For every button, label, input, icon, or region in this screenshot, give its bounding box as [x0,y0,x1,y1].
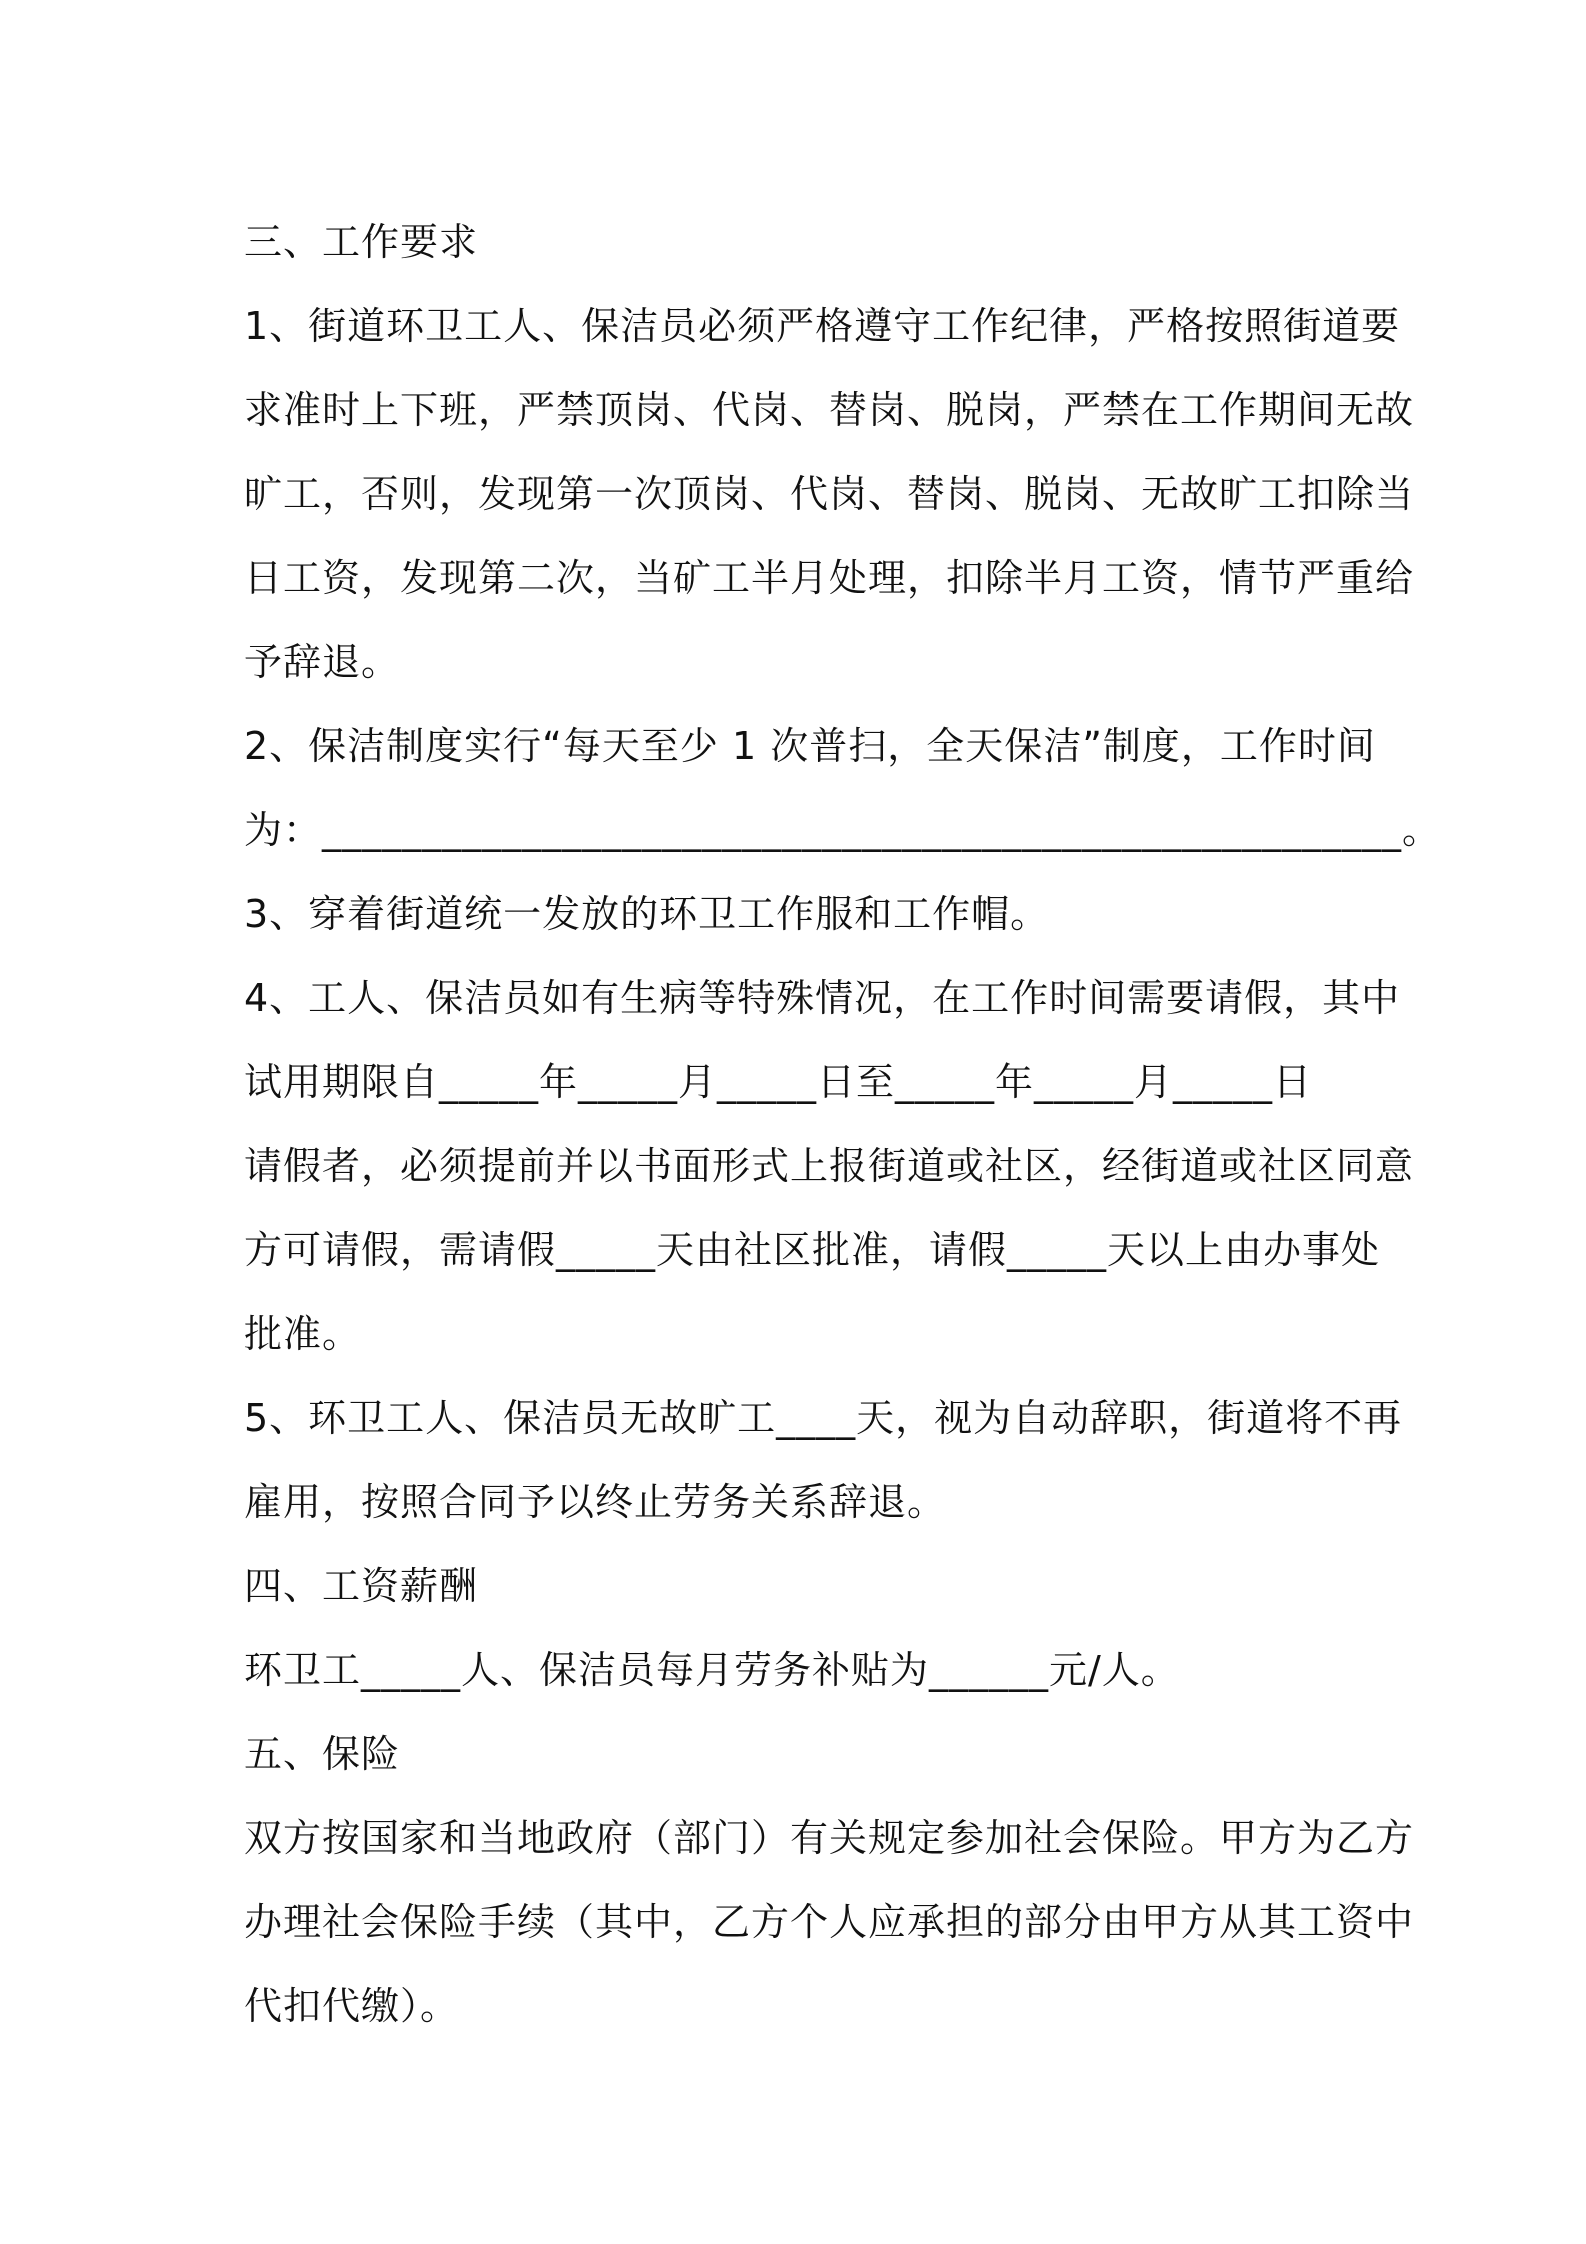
paragraph-line: 予辞退。 [244,640,401,684]
paragraph-line: 代扣代缴）。 [244,1984,460,2028]
paragraph-line: 日工资，发现第二次，当矿工半月处理，扣除半月工资，情节严重给 [244,556,1415,600]
salary-blank-line: 环卫工_____人、保洁员每月劳务补贴为______元/人。 [244,1648,1180,1692]
paragraph-line: 双方按国家和当地政府（部门）有关规定参加社会保险。甲方为乙方 [244,1816,1415,1860]
paragraph-line: 旷工，否则，发现第一次顶岗、代岗、替岗、脱岗、无故旷工扣除当 [244,472,1415,516]
paragraph-line: 1、街道环卫工人、保洁员必须严格遵守工作纪律，严格按照街道要 [244,304,1401,348]
paragraph-line: 4、工人、保洁员如有生病等特殊情况，在工作时间需要请假，其中 [244,976,1401,1020]
document-page [244,200,1442,2048]
section-heading-work-requirements: 三、工作要求 [244,220,479,264]
section-heading-salary: 四、工资薪酬 [244,1564,479,1608]
section-heading-insurance: 五、保险 [244,1732,401,1776]
work-time-blank-line: 为：______________________________________________________。 [244,808,1442,852]
paragraph-line: 5、环卫工人、保洁员无故旷工____天，视为自动辞职，街道将不再 [244,1396,1403,1440]
paragraph-line: 方可请假，需请假_____天由社区批准，请假_____天以上由办事处 [244,1228,1381,1272]
paragraph-line: 雇用，按照合同予以终止劳务关系辞退。 [244,1480,947,1524]
paragraph-line: 批准。 [244,1312,362,1356]
paragraph-line: 2、保洁制度实行“每天至少 1 次普扫，全天保洁”制度，工作时间 [244,724,1376,768]
paragraph-line: 3、穿着街道统一发放的环卫工作服和工作帽。 [244,892,1050,936]
paragraph-line: 请假者，必须提前并以书面形式上报街道或社区，经街道或社区同意 [244,1144,1415,1188]
probation-date-blank-line: 试用期限自_____年_____月_____日至_____年_____月_____日 [244,1060,1313,1104]
paragraph-line: 求准时上下班，严禁顶岗、代岗、替岗、脱岗，严禁在工作期间无故 [244,388,1415,432]
paragraph-line: 办理社会保险手续（其中，乙方个人应承担的部分由甲方从其工资中 [244,1900,1415,1944]
